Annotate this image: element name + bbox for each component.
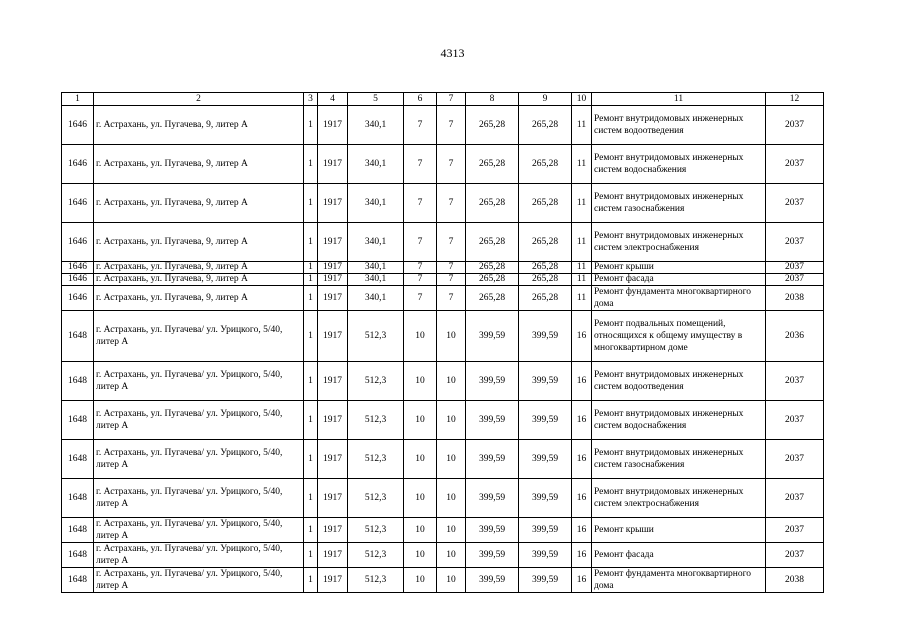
cell-col-6: 10	[404, 401, 437, 440]
cell-work-type: Ремонт фасада	[592, 543, 766, 568]
table-row	[62, 543, 824, 568]
cell-col-8: 399,59	[466, 440, 519, 479]
cell-year: 2037	[766, 479, 824, 518]
cell-work-type: Ремонт внутридомовых инженерных систем газоснабжения	[592, 184, 766, 223]
cell-col-6: 10	[404, 440, 437, 479]
table-row	[62, 568, 824, 593]
column-header-10: 10	[572, 93, 592, 106]
cell-col-8: 265,28	[466, 106, 519, 145]
cell-col-6: 10	[404, 362, 437, 401]
cell-col-6: 7	[404, 262, 437, 274]
cell-col-8: 265,28	[466, 184, 519, 223]
cell-col-10: 11	[572, 274, 592, 286]
cell-col-8: 265,28	[466, 274, 519, 286]
cell-year: 2037	[766, 223, 824, 262]
cell-area: 512,3	[348, 568, 404, 593]
cell-col-10: 16	[572, 543, 592, 568]
cell-col-10: 11	[572, 106, 592, 145]
cell-col-9: 265,28	[519, 145, 572, 184]
cell-col-3: 1	[304, 568, 318, 593]
cell-row-number: 1646	[62, 286, 94, 311]
cell-col-9: 265,28	[519, 184, 572, 223]
cell-col-6: 7	[404, 286, 437, 311]
cell-col-7: 7	[437, 184, 466, 223]
table-row	[62, 184, 824, 223]
cell-col-9: 399,59	[519, 479, 572, 518]
cell-col-3: 1	[304, 184, 318, 223]
cell-work-type: Ремонт крыши	[592, 262, 766, 274]
cell-address: г. Астрахань, ул. Пугачева, 9, литер А	[94, 262, 304, 274]
repair-schedule-table	[61, 92, 824, 593]
cell-col-3: 1	[304, 262, 318, 274]
cell-address: г. Астрахань, ул. Пугачева, 9, литер А	[94, 286, 304, 311]
column-header-11: 11	[592, 93, 766, 106]
cell-col-7: 7	[437, 286, 466, 311]
cell-col-7: 10	[437, 479, 466, 518]
cell-area: 340,1	[348, 106, 404, 145]
cell-col-8: 265,28	[466, 145, 519, 184]
cell-row-number: 1646	[62, 274, 94, 286]
table-row	[62, 223, 824, 262]
cell-work-type: Ремонт внутридомовых инженерных систем газоснабжения	[592, 440, 766, 479]
cell-row-number: 1648	[62, 311, 94, 362]
cell-build-year: 1917	[318, 145, 348, 184]
cell-area: 340,1	[348, 286, 404, 311]
cell-col-3: 1	[304, 223, 318, 262]
cell-build-year: 1917	[318, 223, 348, 262]
cell-col-8: 265,28	[466, 223, 519, 262]
cell-year: 2037	[766, 262, 824, 274]
column-header-7: 7	[437, 93, 466, 106]
cell-col-8: 399,59	[466, 518, 519, 543]
cell-col-3: 1	[304, 440, 318, 479]
cell-address: г. Астрахань, ул. Пугачева/ ул. Урицкого, 5/40, литер А	[94, 568, 304, 593]
cell-col-8: 399,59	[466, 568, 519, 593]
column-header-8: 8	[466, 93, 519, 106]
cell-address: г. Астрахань, ул. Пугачева/ ул. Урицкого, 5/40, литер А	[94, 543, 304, 568]
cell-col-3: 1	[304, 106, 318, 145]
column-header-5: 5	[348, 93, 404, 106]
cell-area: 340,1	[348, 145, 404, 184]
cell-row-number: 1648	[62, 401, 94, 440]
cell-col-9: 265,28	[519, 286, 572, 311]
cell-address: г. Астрахань, ул. Пугачева/ ул. Урицкого, 5/40, литер А	[94, 479, 304, 518]
cell-work-type: Ремонт внутридомовых инженерных систем водоснабжения	[592, 145, 766, 184]
table-row	[62, 106, 824, 145]
cell-address: г. Астрахань, ул. Пугачева, 9, литер А	[94, 223, 304, 262]
cell-col-10: 11	[572, 223, 592, 262]
cell-area: 512,3	[348, 362, 404, 401]
cell-year: 2038	[766, 568, 824, 593]
table-row	[62, 262, 824, 274]
table-row	[62, 440, 824, 479]
cell-address: г. Астрахань, ул. Пугачева/ ул. Урицкого, 5/40, литер А	[94, 311, 304, 362]
cell-year: 2037	[766, 543, 824, 568]
cell-area: 512,3	[348, 518, 404, 543]
cell-build-year: 1917	[318, 311, 348, 362]
cell-col-7: 7	[437, 106, 466, 145]
cell-year: 2037	[766, 440, 824, 479]
cell-col-9: 399,59	[519, 440, 572, 479]
cell-col-9: 399,59	[519, 401, 572, 440]
cell-col-7: 7	[437, 223, 466, 262]
cell-col-3: 1	[304, 145, 318, 184]
cell-col-6: 10	[404, 479, 437, 518]
cell-address: г. Астрахань, ул. Пугачева, 9, литер А	[94, 106, 304, 145]
table-row	[62, 401, 824, 440]
cell-address: г. Астрахань, ул. Пугачева/ ул. Урицкого, 5/40, литер А	[94, 518, 304, 543]
cell-row-number: 1648	[62, 362, 94, 401]
table-row	[62, 274, 824, 286]
cell-build-year: 1917	[318, 543, 348, 568]
table-row	[62, 362, 824, 401]
cell-build-year: 1917	[318, 401, 348, 440]
cell-area: 512,3	[348, 311, 404, 362]
cell-col-9: 399,59	[519, 311, 572, 362]
cell-col-9: 399,59	[519, 543, 572, 568]
cell-address: г. Астрахань, ул. Пугачева/ ул. Урицкого, 5/40, литер А	[94, 440, 304, 479]
cell-col-3: 1	[304, 286, 318, 311]
cell-year: 2037	[766, 401, 824, 440]
cell-col-6: 10	[404, 311, 437, 362]
cell-col-8: 265,28	[466, 262, 519, 274]
cell-area: 340,1	[348, 274, 404, 286]
cell-build-year: 1917	[318, 262, 348, 274]
header-row	[62, 93, 824, 106]
cell-work-type: Ремонт подвальных помещений, относящихся к общему имуществу в многоквартирном доме	[592, 311, 766, 362]
cell-col-6: 10	[404, 518, 437, 543]
cell-build-year: 1917	[318, 479, 348, 518]
cell-col-3: 1	[304, 274, 318, 286]
column-header-3: 3	[304, 93, 318, 106]
cell-row-number: 1646	[62, 184, 94, 223]
cell-col-8: 399,59	[466, 479, 519, 518]
cell-year: 2037	[766, 274, 824, 286]
cell-col-10: 16	[572, 401, 592, 440]
cell-build-year: 1917	[318, 184, 348, 223]
cell-work-type: Ремонт внутридомовых инженерных систем водоотведения	[592, 362, 766, 401]
cell-col-8: 399,59	[466, 362, 519, 401]
cell-col-9: 265,28	[519, 274, 572, 286]
cell-work-type: Ремонт фасада	[592, 274, 766, 286]
cell-col-10: 16	[572, 479, 592, 518]
cell-col-3: 1	[304, 311, 318, 362]
cell-col-10: 11	[572, 184, 592, 223]
column-header-6: 6	[404, 93, 437, 106]
cell-col-7: 10	[437, 568, 466, 593]
cell-col-7: 10	[437, 543, 466, 568]
cell-col-7: 10	[437, 362, 466, 401]
cell-work-type: Ремонт внутридомовых инженерных систем электроснабжения	[592, 223, 766, 262]
cell-col-3: 1	[304, 479, 318, 518]
cell-row-number: 1646	[62, 223, 94, 262]
cell-build-year: 1917	[318, 106, 348, 145]
cell-col-6: 10	[404, 543, 437, 568]
cell-address: г. Астрахань, ул. Пугачева, 9, литер А	[94, 184, 304, 223]
cell-col-3: 1	[304, 401, 318, 440]
cell-row-number: 1648	[62, 568, 94, 593]
cell-col-10: 16	[572, 568, 592, 593]
column-header-4: 4	[318, 93, 348, 106]
cell-build-year: 1917	[318, 568, 348, 593]
cell-year: 2037	[766, 145, 824, 184]
cell-year: 2038	[766, 286, 824, 311]
cell-area: 512,3	[348, 543, 404, 568]
cell-col-6: 7	[404, 184, 437, 223]
column-header-9: 9	[519, 93, 572, 106]
cell-col-9: 399,59	[519, 362, 572, 401]
cell-col-8: 399,59	[466, 311, 519, 362]
column-header-12: 12	[766, 93, 824, 106]
cell-area: 340,1	[348, 262, 404, 274]
column-header-1: 1	[62, 93, 94, 106]
cell-col-6: 7	[404, 223, 437, 262]
cell-col-7: 10	[437, 518, 466, 543]
cell-work-type: Ремонт внутридомовых инженерных систем водоотведения	[592, 106, 766, 145]
cell-year: 2037	[766, 106, 824, 145]
cell-row-number: 1648	[62, 543, 94, 568]
table-row	[62, 518, 824, 543]
cell-col-7: 10	[437, 440, 466, 479]
cell-col-7: 10	[437, 311, 466, 362]
cell-col-6: 7	[404, 274, 437, 286]
table-body	[62, 106, 824, 593]
cell-area: 512,3	[348, 479, 404, 518]
table-row	[62, 286, 824, 311]
cell-col-7: 10	[437, 401, 466, 440]
cell-build-year: 1917	[318, 440, 348, 479]
cell-row-number: 1646	[62, 106, 94, 145]
cell-col-10: 11	[572, 262, 592, 274]
cell-row-number: 1646	[62, 262, 94, 274]
cell-col-10: 11	[572, 286, 592, 311]
cell-work-type: Ремонт крыши	[592, 518, 766, 543]
cell-col-8: 399,59	[466, 401, 519, 440]
cell-area: 340,1	[348, 223, 404, 262]
cell-col-7: 7	[437, 274, 466, 286]
cell-col-6: 7	[404, 106, 437, 145]
cell-work-type: Ремонт внутридомовых инженерных систем электроснабжения	[592, 479, 766, 518]
cell-address: г. Астрахань, ул. Пугачева, 9, литер А	[94, 274, 304, 286]
cell-col-3: 1	[304, 543, 318, 568]
cell-year: 2037	[766, 362, 824, 401]
cell-col-6: 10	[404, 568, 437, 593]
table-row	[62, 479, 824, 518]
column-header-2: 2	[94, 93, 304, 106]
cell-col-10: 16	[572, 362, 592, 401]
cell-col-3: 1	[304, 362, 318, 401]
cell-col-6: 7	[404, 145, 437, 184]
cell-build-year: 1917	[318, 274, 348, 286]
cell-area: 340,1	[348, 184, 404, 223]
cell-col-7: 7	[437, 262, 466, 274]
cell-col-10: 11	[572, 145, 592, 184]
cell-row-number: 1648	[62, 518, 94, 543]
cell-col-3: 1	[304, 518, 318, 543]
cell-col-9: 399,59	[519, 568, 572, 593]
table-row	[62, 311, 824, 362]
cell-build-year: 1917	[318, 518, 348, 543]
cell-row-number: 1648	[62, 440, 94, 479]
cell-area: 512,3	[348, 440, 404, 479]
cell-row-number: 1646	[62, 145, 94, 184]
cell-work-type: Ремонт фундамента многоквартирного дома	[592, 286, 766, 311]
cell-row-number: 1648	[62, 479, 94, 518]
cell-address: г. Астрахань, ул. Пугачева/ ул. Урицкого, 5/40, литер А	[94, 401, 304, 440]
cell-address: г. Астрахань, ул. Пугачева, 9, литер А	[94, 145, 304, 184]
cell-work-type: Ремонт внутридомовых инженерных систем водоснабжения	[592, 401, 766, 440]
cell-col-7: 7	[437, 145, 466, 184]
table-row	[62, 145, 824, 184]
cell-build-year: 1917	[318, 286, 348, 311]
cell-col-10: 16	[572, 440, 592, 479]
cell-build-year: 1917	[318, 362, 348, 401]
cell-col-9: 265,28	[519, 106, 572, 145]
cell-address: г. Астрахань, ул. Пугачева/ ул. Урицкого, 5/40, литер А	[94, 362, 304, 401]
page-number: 4313	[440, 46, 465, 60]
cell-col-9: 399,59	[519, 518, 572, 543]
cell-col-9: 265,28	[519, 223, 572, 262]
cell-col-10: 16	[572, 311, 592, 362]
cell-col-10: 16	[572, 518, 592, 543]
cell-area: 512,3	[348, 401, 404, 440]
cell-work-type: Ремонт фундамента многоквартирного дома	[592, 568, 766, 593]
cell-year: 2036	[766, 311, 824, 362]
cell-year: 2037	[766, 518, 824, 543]
cell-col-8: 265,28	[466, 286, 519, 311]
cell-col-9: 265,28	[519, 262, 572, 274]
cell-year: 2037	[766, 184, 824, 223]
cell-col-8: 399,59	[466, 543, 519, 568]
